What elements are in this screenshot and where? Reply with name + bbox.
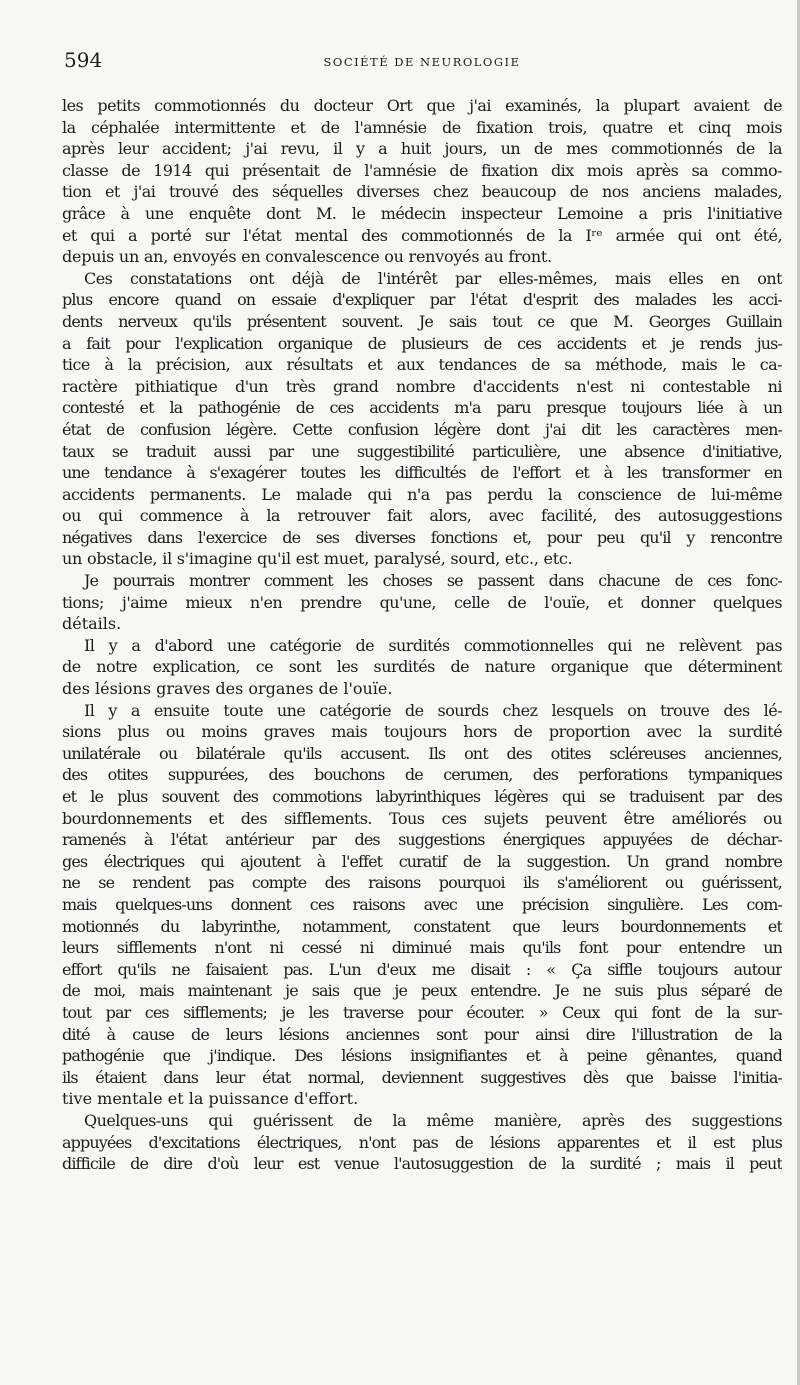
body-text <box>62 95 782 1175</box>
text-line: des otites suppurées, des bouchons de cerumen, des perforations tympaniques <box>62 765 782 785</box>
paragraph <box>62 570 782 635</box>
text-line: négatives dans l'exercice de ses diverses fonctions et, pour peu qu'il y rencontre <box>62 527 782 547</box>
text-line: état de confusion légère. Cette confusion légère dont j'ai dit les caractères men- <box>62 419 782 439</box>
text-line: appuyées d'excitations électriques, n'ont pas de lésions apparentes et il est plus <box>62 1132 782 1152</box>
text-line: Ces constatations ont déjà de l'intérêt par elles-mêmes, mais elles en ont <box>84 268 782 288</box>
text-line: leurs sifflements n'ont ni cessé ni diminué mais qu'ils font pour entendre un <box>62 938 782 958</box>
text-line: tive mentale et la puissance d'effort. <box>62 1089 359 1109</box>
text-line: tions; j'aime mieux n'en prendre qu'une, celle de l'ouïe, et donner quelques <box>62 592 782 612</box>
text-line: Je pourrais montrer comment les choses se passent dans chacune de ces fonc- <box>84 571 782 591</box>
paragraph <box>62 700 782 1110</box>
paragraph <box>62 268 782 570</box>
text-line: mais quelques-uns donnent ces raisons avec une précision singulière. Les com- <box>62 894 782 914</box>
text-line: depuis un an, envoyés en convalescence ou renvoyés au front. <box>62 247 552 267</box>
paragraph <box>62 95 782 268</box>
text-line: et qui a porté sur l'état mental des commotionnés de la Iʳᵉ armée qui ont été, <box>62 225 782 245</box>
page-header <box>64 47 780 77</box>
text-line: dents nerveux qu'ils présentent souvent. Je sais tout ce que M. Georges Guillain <box>62 311 782 331</box>
text-line: ges électriques qui ajoutent à l'effet curatif de la suggestion. Un grand nombre <box>62 851 782 871</box>
text-line: ramenés à l'état antérieur par des suggestions énergiques appuyées de déchar- <box>62 830 782 850</box>
paragraph <box>62 1110 782 1175</box>
text-line: pathogénie que j'indique. Des lésions insignifiantes et à peine gênantes, quand <box>62 1046 782 1066</box>
text-line: et le plus souvent des commotions labyrinthiques légères qui se traduisent par des <box>62 787 782 806</box>
text-line: ils étaient dans leur état normal, deviennent suggestives dès que baisse l'initia- <box>62 1067 782 1087</box>
text-line: sions plus ou moins graves mais toujours hors de proportion avec la surdité <box>62 722 782 742</box>
text-line: plus encore quand on essaie d'expliquer par l'état d'esprit des malades les acci- <box>62 290 782 310</box>
paragraph <box>62 635 782 700</box>
text-line: des lésions graves des organes de l'ouïe. <box>62 679 393 699</box>
text-line: contesté et la pathogénie de ces accidents m'a paru presque toujours liée à un <box>62 398 782 418</box>
text-line: tout par ces sifflements; je les traverse pour écouter. » Ceux qui font de la sur- <box>62 1002 782 1022</box>
text-line: difficile de dire d'où leur est venue l'autosuggestion de la surdité ; mais il peut <box>62 1154 782 1174</box>
text-line: a fait pour l'explication organique de plusieurs de ces accidents et je rends jus- <box>62 333 782 353</box>
page-number: 594 <box>64 48 103 72</box>
text-line: tion et j'ai trouvé des séquelles diverses chez beaucoup de nos anciens malades, <box>62 182 782 202</box>
running-head: SOCIÉTÉ DE NEUROLOGIE <box>323 55 521 69</box>
text-line: Il y a ensuite toute une catégorie de sourds chez lesquels on trouve des lé- <box>84 700 782 720</box>
text-line: un obstacle, il s'imagine qu'il est muet, paralysé, sourd, etc., etc. <box>62 549 573 569</box>
text-line: les petits commotionnés du docteur Ort que j'ai examinés, la plupart avaient de <box>62 96 782 115</box>
text-line: de moi, mais maintenant je sais que je peux entendre. Je ne suis plus séparé de <box>62 981 782 1001</box>
text-line: ou qui commence à la retrouver fait alors, avec facilité, des autosuggestions <box>62 506 782 526</box>
text-line: ne se rendent pas compte des raisons pourquoi ils s'améliorent ou guérissent, <box>62 873 782 893</box>
text-line: classe de 1914 qui présentait de l'amnésie de fixation dix mois après sa commo- <box>62 160 782 180</box>
text-line: Quelques-uns qui guérissent de la même manière, après des suggestions <box>84 1110 782 1130</box>
text-line: détails. <box>62 614 122 634</box>
text-line: dité à cause de leurs lésions anciennes sont pour ainsi dire l'illustration de la <box>62 1024 782 1044</box>
text-line: grâce à une enquête dont M. le médecin inspecteur Lemoine a pris l'initiative <box>62 203 782 223</box>
text-line: tice à la précision, aux résultats et aux tendances de sa méthode, mais le ca- <box>62 355 782 375</box>
text-line: taux se traduit aussi par une suggestibilité particulière, une absence d'initiative, <box>62 441 782 461</box>
text-line: accidents permanents. Le malade qui n'a pas perdu la conscience de lui-même <box>62 484 782 504</box>
text-line: ractère pithiatique d'un très grand nombre d'accidents n'est ni contestable ni <box>62 376 782 396</box>
text-line: la céphalée intermittente et de l'amnésie de fixation trois, quatre et cinq mois <box>62 117 782 137</box>
text-line: une tendance à s'exagérer toutes les difficultés de l'effort et à les transformer en <box>62 463 782 483</box>
text-line: motionnés du labyrinthe, notamment, constatent que leurs bourdonnements et <box>62 916 782 936</box>
text-line: effort qu'ils ne faisaient pas. L'un d'eux me disait : « Ça siffle toujours autour <box>62 959 782 979</box>
text-line: bourdonnements et des sifflements. Tous ces sujets peuvent être améliorés ou <box>62 808 782 828</box>
text-line: après leur accident; j'ai revu, il y a huit jours, un de mes commotionnés de la <box>62 139 782 159</box>
text-line: de notre explication, ce sont les surdités de nature organique que déterminent <box>62 657 782 677</box>
text-line: unilatérale ou bilatérale qu'ils accusent. Ils ont des otites scléreuses anciennes, <box>62 743 782 763</box>
text-line: Il y a d'abord une catégorie de surdités commotionnelles qui ne relèvent pas <box>84 635 782 655</box>
